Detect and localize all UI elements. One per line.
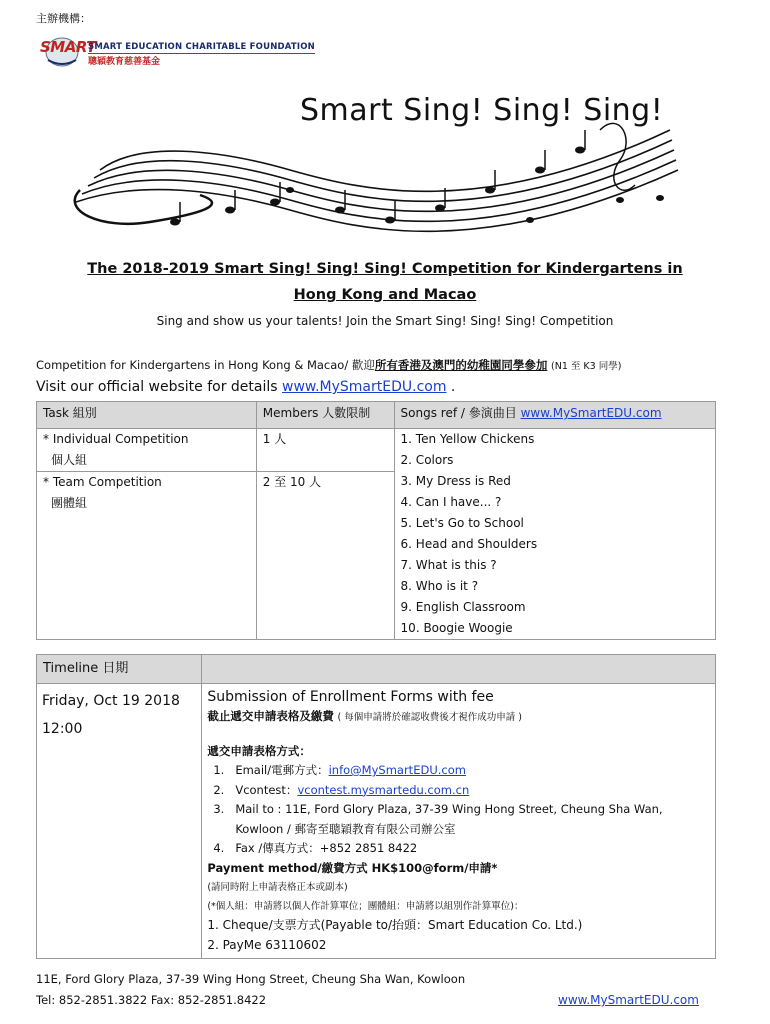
task-team-zh: 團體組 <box>51 496 88 510</box>
music-staff-icon <box>60 110 700 270</box>
song-item: 9. English Classroom <box>400 600 526 614</box>
method-text: Kowloon / 郵寄至聰穎教育有限公司辦公室 <box>235 821 456 836</box>
method-item <box>207 761 710 781</box>
tagline: Sing and show us your talents! Join the Smart Sing! Sing! Sing! Competition <box>156 314 614 328</box>
method-num: 1. <box>213 763 225 777</box>
payment-item: 2. PayMe 63110602 <box>207 937 327 952</box>
task-header: Task 組別 <box>37 402 257 429</box>
main-title: Smart Sing! Sing! Sing! <box>300 93 664 128</box>
timeline-time: 12:00 <box>42 721 83 737</box>
payment-item: 1. Cheque/支票方式(Payable to/抬頭：Smart Education Co. Ltd.) <box>207 918 583 932</box>
method-text: Vcontest： <box>235 782 298 797</box>
website-link[interactable]: www.MySmartEDU.com <box>282 379 447 395</box>
visit-label: Visit our official website for details <box>36 379 283 395</box>
submission-note: ( 每個申請將於確認收費後才視作成功申請 ) <box>337 712 522 723</box>
songs-header-link[interactable]: www.MySmartEDU.com <box>520 406 662 420</box>
method-num: 4. <box>213 841 225 855</box>
timeline-date: Friday, Oct 19 2018 <box>42 693 180 709</box>
song-item: 4. Can I have... ? <box>400 495 502 509</box>
competition-title-line2: Hong Kong and Macao <box>293 287 477 303</box>
method-item <box>207 800 710 820</box>
payment-note1: (請同時附上申請表格正本或副本) <box>207 882 348 893</box>
song-item: 6. Head and Shoulders <box>400 537 538 551</box>
footer-address: 11E, Ford Glory Plaza, 37-39 Wing Hong Street, Cheung Sha Wan, Kowloon <box>36 972 466 986</box>
song-item: 5. Let's Go to School <box>400 516 524 530</box>
method-text: Mail to : 11E, Ford Glory Plaza, 37-39 Wing Hong Street, Cheung Sha Wan, <box>235 802 663 816</box>
timeline-date-cell <box>37 684 202 959</box>
method-text: Email/電郵方式： <box>235 763 329 777</box>
songs-header <box>394 402 715 429</box>
members-team: 2 至 10 人 <box>262 475 322 489</box>
method-num: 2. <box>213 782 225 797</box>
intro-text <box>36 357 621 373</box>
competition-title-line1: The 2018-2019 Smart Sing! Sing! Sing! Competition for Kindergartens in <box>87 261 683 277</box>
timeline-details-cell <box>202 684 716 959</box>
members-cell <box>256 429 394 640</box>
song-item: 2. Colors <box>400 453 454 467</box>
task-team-en: * Team Competition <box>43 475 162 489</box>
method-text: Fax /傳真方式：+852 2851 8422 <box>235 841 418 855</box>
timeline-header: Timeline 日期 <box>37 655 202 684</box>
intro-bold: 所有香港及澳門的幼稚園同學參加 <box>374 358 548 372</box>
intro-start: Competition for Kindergartens in Hong Kong & Macao/ 歡迎 <box>36 358 375 372</box>
method-item <box>207 781 710 801</box>
submission-zh-line <box>207 707 710 728</box>
footer-tel-fax: Tel: 852-2851.3822 Fax: 852-2851.8422 <box>36 993 267 1007</box>
song-item: 7. What is this ? <box>400 558 497 572</box>
payment-title: Payment method/繳費方式 HK$100@form/申請* <box>207 860 498 875</box>
logo-text: SMART <box>40 38 96 56</box>
songs-header-label: Songs ref / 參演曲目 <box>400 406 521 420</box>
submission-title: Submission of Enrollment Forms with fee <box>207 689 494 705</box>
footer-website-link[interactable]: www.MySmartEDU.com <box>558 993 699 1007</box>
vcontest-link[interactable]: vcontest.mysmartedu.com.cn <box>297 782 470 797</box>
intro-end: (N1 至 K3 同學) <box>551 361 622 372</box>
method-item <box>207 820 710 840</box>
songs-cell <box>394 429 715 640</box>
submission-zh: 截止遞交申請表格及繳費 <box>207 709 334 723</box>
payment-note2: (*個人組：申請將以個人作計算單位；團體組：申請將以組別作計算單位)： <box>207 901 524 912</box>
song-item: 10. Boogie Woogie <box>400 621 513 635</box>
email-link[interactable]: info@MySmartEDU.com <box>328 763 466 777</box>
task-table <box>36 401 716 640</box>
methods-title: 遞交申請表格方式： <box>207 743 311 758</box>
method-num: 3. <box>213 802 225 816</box>
visit-text <box>36 379 455 395</box>
organizer-label: 主辦機構： <box>36 12 91 25</box>
task-individual-zh: 個人組 <box>51 453 88 467</box>
song-item: 1. Ten Yellow Chickens <box>400 432 535 446</box>
task-individual-en: * Individual Competition <box>43 432 189 446</box>
members-header: Members 人數限制 <box>256 402 394 429</box>
organizer-name-zh: 聰穎教育慈善基金 <box>88 57 161 67</box>
method-item <box>207 839 710 859</box>
visit-suffix: . <box>446 379 456 395</box>
task-cell <box>37 429 257 640</box>
spacer <box>207 728 710 742</box>
song-item: 3. My Dress is Red <box>400 474 511 488</box>
song-item: 8. Who is it ? <box>400 579 479 593</box>
timeline-header-blank <box>202 655 716 684</box>
members-individual: 1 人 <box>262 432 287 446</box>
timeline-table <box>36 654 716 959</box>
organizer-name-en: SMART EDUCATION CHARITABLE FOUNDATION <box>88 42 315 52</box>
